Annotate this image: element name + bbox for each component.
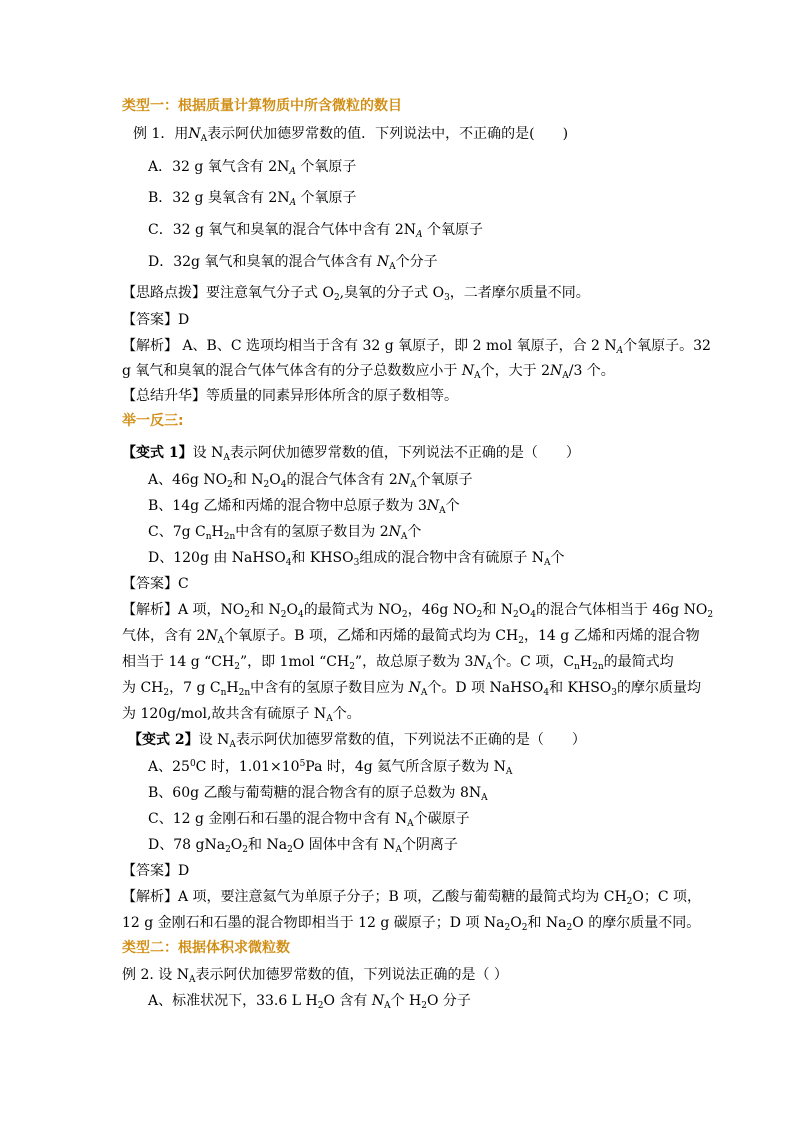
example1-stem: 例 1．用$N_A$表示阿伏加德罗常数的值．下列说法中，不正确的是( )	[133, 126, 569, 144]
variant1-explanation-line2: 气体，含有 $2N_A$个氧原子。B 项，乙烯和丙烯的最简式均为 $CH_2$，14 g 乙烯和丙烯的混合物	[122, 628, 700, 646]
variant2-option-b: B、60g 乙酸与葡萄糖的混合物含有的原子总数为 $8N_A$	[148, 785, 488, 803]
variant1-option-b: B、14g 乙烯和丙烯的混合物中总原子数为 $3N_A$个	[148, 498, 460, 516]
example1-option-a: A．32 g 氧气含有 $2N_A$ 个氧原子	[148, 159, 357, 177]
variant1-explanation-line1: 【解析】A 项，$NO_2$和 $N_2O_4$的最简式为 $NO_2$，46g $NO_2$和 $N_2O_4$的混合气体相当于 46g $NO_2$	[122, 602, 714, 620]
example1-option-c: C．32 g 氧气和臭氧的混合气体中含有 $2N_A$ 个氧原子	[148, 222, 483, 240]
variant1-answer: 【答案】C	[122, 576, 189, 592]
variant2-explanation-line2: 12 g 金刚石和石墨的混合物即相当于 12 g 碳原子；D 项 $Na_2O_2$和 $Na_2O$ 的摩尔质量不同。	[122, 915, 701, 933]
example1-explanation-line1: 【解析】 A、B、C 选项均相当于含有 32 g 氧原子，即 2 mol 氧原子，合 2 $N_A$个氧原子。32	[122, 338, 711, 356]
type2-heading: 类型二：根据体积求微粒数	[122, 940, 290, 956]
example1-option-b: B．32 g 臭氧含有 $2N_A$ 个氧原子	[148, 190, 357, 208]
example1-explanation-line2: g 氧气和臭氧的混合气体气体含有的分子总数数应小于 $N_A$个，大于 $2N_A/3$ 个。	[122, 363, 615, 381]
variant2-option-c: C、12 g 金刚石和石墨的混合物中含有 $N_A$个碳原子	[148, 811, 470, 829]
practice-heading: 举一反三:	[122, 413, 184, 429]
variant2-option-d: D、78 $gNa_2O_2$和 $Na_2O$ 固体中含有 $N_A$个阴离子	[148, 837, 458, 855]
variant2-stem: 【变式 2】设 $N_A$表示阿伏加德罗常数的值，下列说法不正确的是（ ）	[128, 732, 586, 750]
example1-hint: 【思路点拨】要注意氧气分子式 $O_2$,臭氧的分子式 $O_3$，二者摩尔质量不同。	[122, 285, 590, 303]
variant1-option-d: D、120g 由 NaHSO$_4$和 $KHSO_3$组成的混合物中含有硫原子 $N_A$个	[148, 550, 565, 568]
example2-stem: 例 2. 设 $N_A$表示阿伏加德罗常数的值，下列说法正确的是（ ）	[122, 967, 508, 985]
variant1-explanation-line5: 为 120g/mol,故共含有硫原子 $N_A$个。	[122, 706, 361, 724]
variant1-option-c: C、7g $C_nH_{2n}$中含有的氢原子数目为 $2N_A$个	[148, 524, 422, 542]
example1-summary: 【总结升华】等质量的同素异形体所含的原子数相等。	[122, 388, 458, 404]
variant2-option-a: A、$25^0C$ 时，$1.01\times 10^5Pa$ 时，4g 氦气所含原子数为 $N_A$	[148, 759, 513, 777]
example1-answer: 【答案】D	[122, 312, 190, 328]
variant2-explanation-line1: 【解析】A 项，要注意氦气为单原子分子；B 项，乙酸与葡萄糖的最简式均为 $CH_2O$；C 项，	[122, 889, 702, 907]
variant2-answer: 【答案】D	[122, 863, 190, 879]
variant1-option-a: A、46g $NO_2$和 $N_2O_4$的混合气体含有 $2N_A$个氧原子	[148, 472, 473, 490]
variant1-stem: 【变式 1】设 $N_A$表示阿伏加德罗常数的值，下列说法不正确的是（ ）	[122, 445, 580, 463]
type1-heading: 类型一：根据质量计算物质中所含微粒的数目	[122, 98, 402, 114]
example1-option-d: D．32g 氧气和臭氧的混合气体含有 $N_A$个分子	[148, 254, 438, 272]
variant1-explanation-line4: 为 $CH_2$，7 g $C_nH_{2n}$中含有的氢原子数目应为 $N_A$个。D 项 NaHSO$_4$和 $KHSO_3$的摩尔质量均	[122, 680, 701, 698]
example2-option-a: A、标准状况下，33.6 L $H_2O$ 含有 $N_A$个 $H_2O$ 分子	[148, 993, 471, 1011]
variant1-explanation-line3: 相当于 14 g “$CH_2$”，即 1mol “$CH_2$”，故总原子数为 $3N_A$个。C 项，$C_nH_{2n}$的最简式均	[122, 654, 674, 672]
